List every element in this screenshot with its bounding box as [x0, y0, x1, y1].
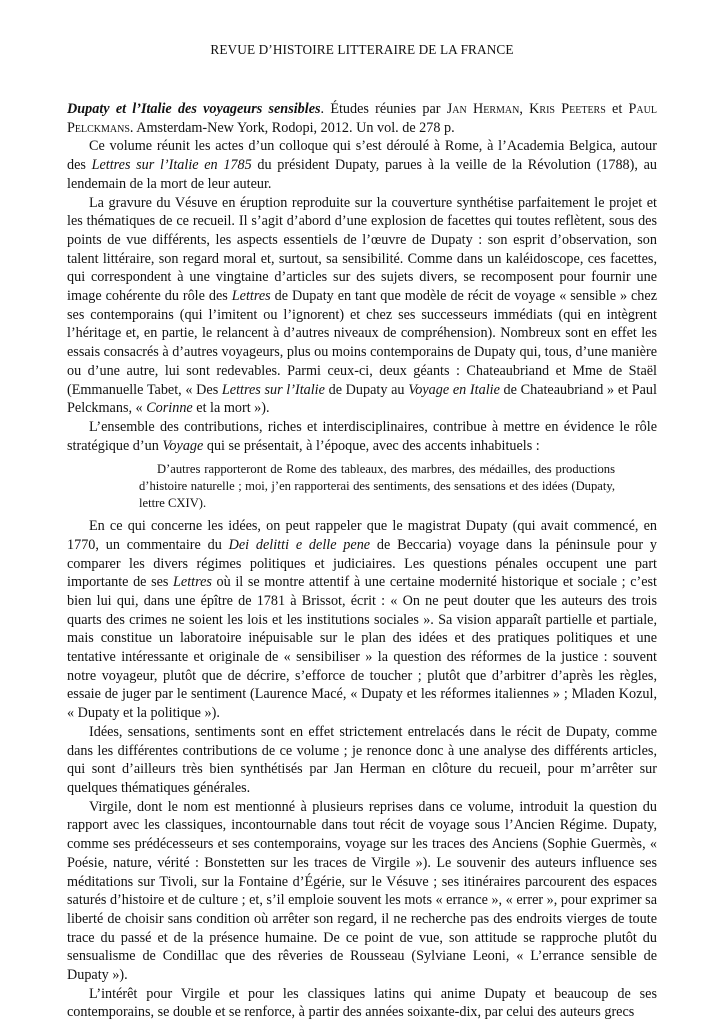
paragraph-2: La gravure du Vésuve en éruption reproduite sur la couverture synthétise parfaitement le projet et les thématiques de ce recueil. Il s’agit d’abord d’une explosion de facettes qui toutes reflètent, sous des points de vue différents, les aspects essentiels de l’œuvre de Dupaty : son esprit d’observation, son talent littéraire, son regard moral et, surtout, sa sensibilité. Comme dans un kaléidoscope, ces facettes, qui correspondent à une vingtaine d’articles sur des sujets divers, se recomposent pour fournir une image cohérente du rôle des Lettres de Dupaty en tant que modèle de récit de voyage « sensible » chez ses contemporains (qui l’imitent ou l’ignorent) et chez ses successeurs immédiats (qui en intègrent l’héritage et, en partie, le relancent à d’autres niveaux de compréhension). Nombreux sont en effet les essais consacrés à d’autres voyageurs, plus ou moins contemporains de Dupaty qui, tous, d’une manière ou d’une autre, lui sont redevables. Parmi ceux-ci, deux géants : Chateaubriand et Mme de Staël (Emmanuelle Tabet, « Des Lettres sur l’Italie de Dupaty au Voyage en Italie de Chateaubriand » et Paul Pelckmans, « Corinne et la mort »).: [67, 194, 657, 417]
paragraph-3: L’ensemble des contributions, riches et interdisciplinaires, contribue à mettre en évidence le rôle stratégique d’un Voyage qui se présentait, à l’époque, avec des accents inhabituels :: [67, 418, 657, 454]
editor-name: Jan Herman: [446, 101, 520, 117]
running-header: REVUE D’HISTOIRE LITTERAIRE DE LA FRANCE: [210, 42, 514, 57]
paragraph-1: Ce volume réunit les actes d’un colloque qui s’est déroulé à Rome, à l’Academia Belgica, autour des Lettres sur l’Italie en 1785 du président Dupaty, parues à la veille de la Révolution (1788), au lendemain de la mort de leur auteur.: [67, 138, 657, 192]
editor-name: Paul Pelckmans: [67, 101, 657, 136]
book-title: Dupaty et l’Italie des voyageurs sensibles: [67, 101, 321, 117]
editor-name: Kris Peeters: [529, 101, 606, 117]
paragraph-4: En ce qui concerne les idées, on peut rappeler que le magistrat Dupaty (qui avait commencé, en 1770, un commentaire du Dei delitti e delle pene de Beccaria) voyage dans la péninsule pour y comparer les divers régimes politiques et judiciaires. Les questions pénales occupent une part importante de ses Lettres où il se montre attentif à une certaine modernité historique et sociale ; c’est bien lui qui, dans une épître de 1781 à Brissot, écrit : « On ne peut douter que les auteurs des trois quarts des crimes ne soient les lois et les institutions sociales ». Sa vision apparaît partielle et partiale, mais constitue un laboratoire inépuisable sur le plan des idées et des pratiques politiques et une tentative intéressante et originale de « sensibiliser » la question des réformes de la justice : souvent notre voyageur, plutôt que de décrire, s’efforce de toucher ; plutôt que d’arbitrer d’après les règles, essaie de juger par le sentiment (Laurence Macé, « Dupaty et les réformes italiennes » ; Mladen Kozul, « Dupaty et la politique »).: [67, 518, 658, 722]
review-body: [67, 100, 657, 1022]
paragraph-6: Virgile, dont le nom est mentionné à plusieurs reprises dans ce volume, introduit la question du rapport avec les classiques, incontournable dans tout récit de voyage sous l’Ancien Régime. Dupaty, comme ses prédécesseurs et ses contemporains, voyage sur les traces des Anciens (Sophie Guermès, « Poésie, nature, vérité : Bonstetten sur les traces de Virgile »). Le souvenir des auteurs influence ses méditations sur Tivoli, sur la Fontaine d’Égérie, sur le Vésuve ; ses itinéraires parcourent des espaces saturés d’histoire et de culture ; et, s’il emploie souvent les mots « errance », « errer », pour exprimer sa liberté de choisir sans condition où arrêter son regard, il ne recherche pas des endroits vierges de toute trace du passé et de la présence humaine. De ce point de vue, son attitude se rapproche plutôt du sensualisme de Condillac que des rêveries de Rousseau (Sylviane Leoni, « L’errance sensible de Dupaty »).: [67, 798, 657, 984]
paragraph-7: L’intérêt pour Virgile et pour les classiques latins qui anime Dupaty et beaucoup de ses contemporains, se double et se renforce, à partir des années soixante-dix, par celui des auteurs grecs: [67, 985, 657, 1021]
review-heading: Dupaty et l’Italie des voyageurs sensibles. Études réunies par Jan Herman, Kris Peeters et Paul Pelckmans. Amsterdam-New York, Rodopi, 2012. Un vol. de 278 p.: [67, 101, 657, 136]
block-quote: D’autres rapporteront de Rome des tableaux, des marbres, des médailles, des productions d’histoire naturelle ; moi, j’en rapporterai des sentiments, des sensations et des idées (Dupaty, lettre CXIV).: [139, 462, 615, 510]
publication-details: . Amsterdam-New York, Rodopi, 2012. Un vol. de 278 p.: [129, 119, 455, 136]
paragraph-5: Idées, sensations, sentiments sont en effet strictement entrelacés dans le récit de Dupaty, comme dans les différentes contributions de ce volume ; je renonce donc à une analyse des différents articles, qui sont d’ailleurs très bien synthétisés par Jan Herman en clôture du recueil, pour m’arrêter sur quelques thématiques générales.: [67, 723, 657, 796]
